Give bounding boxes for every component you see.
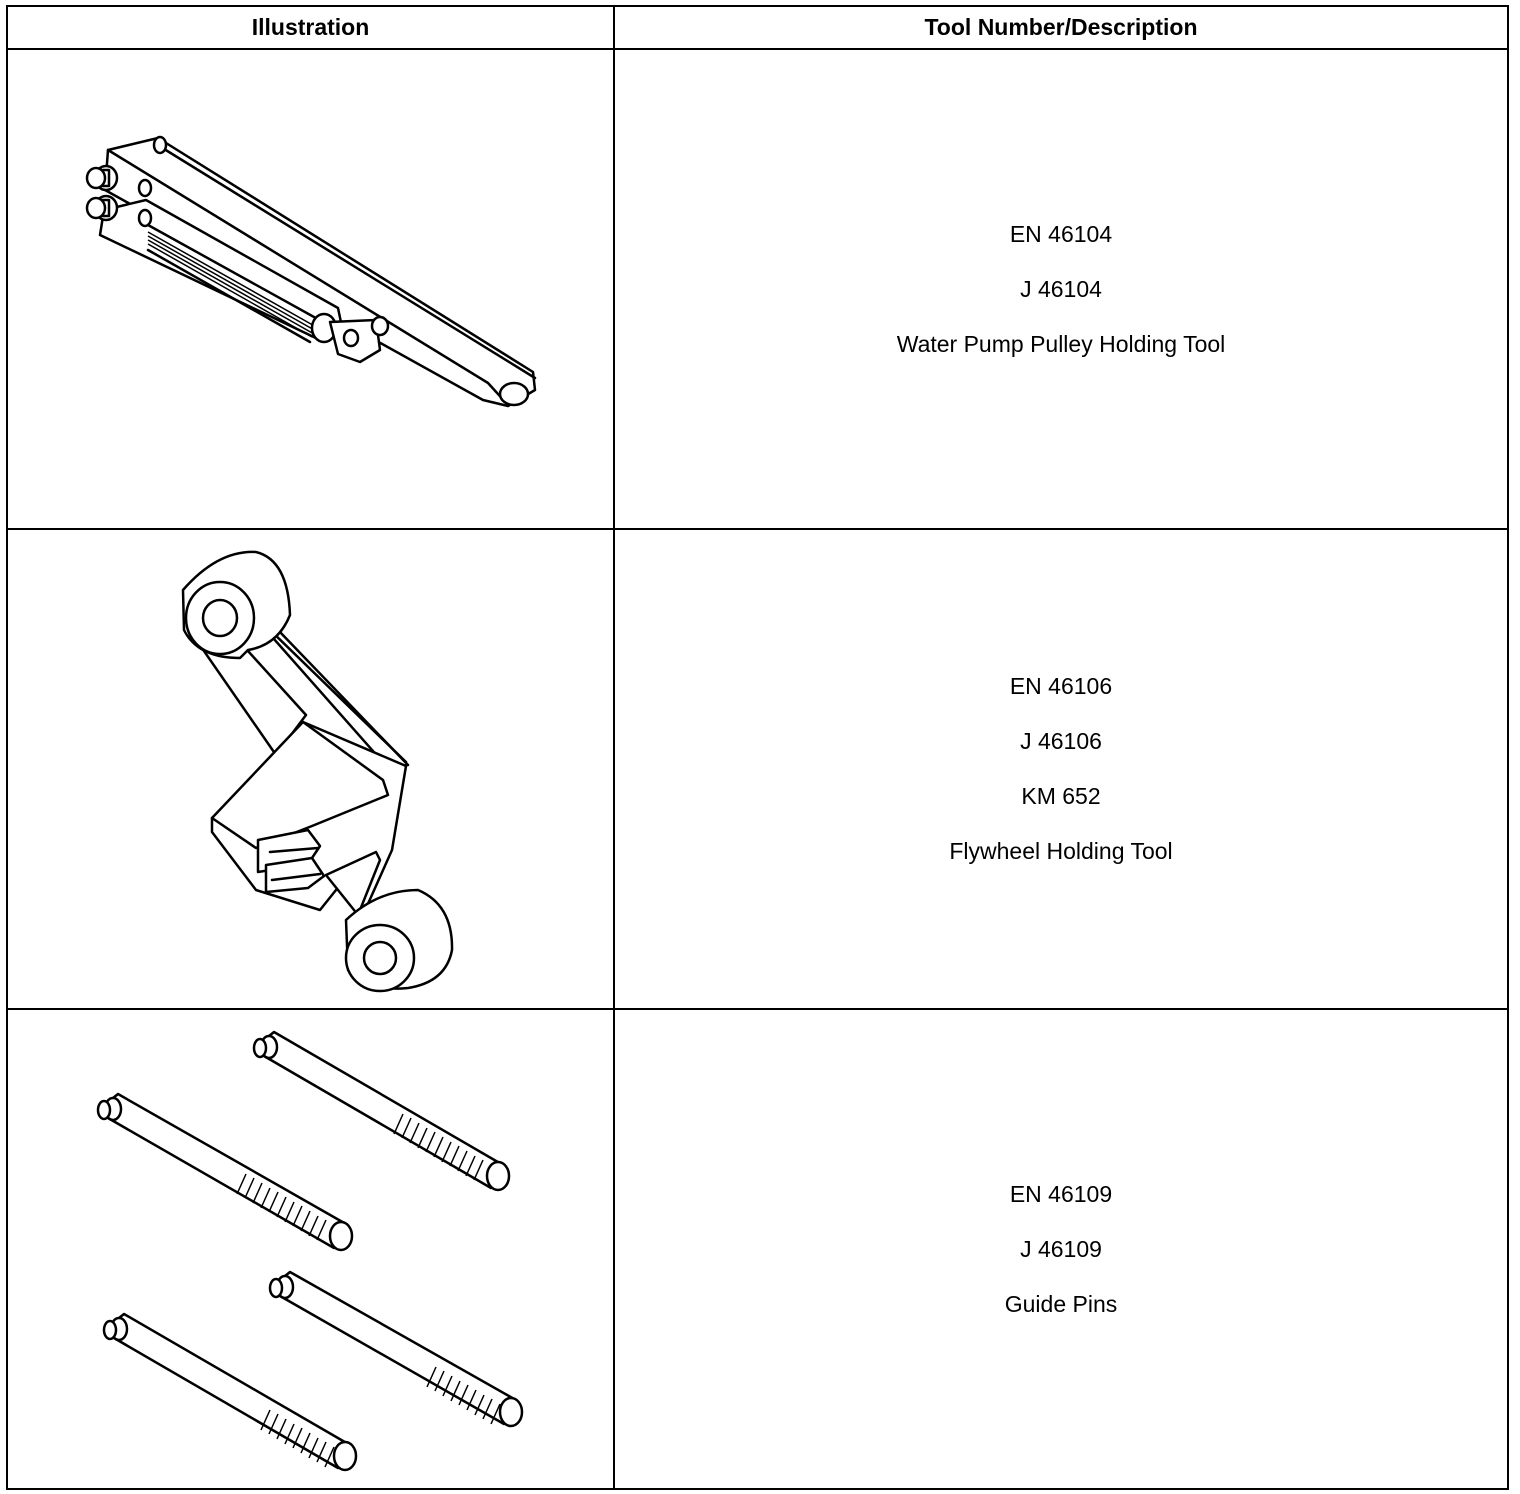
tool-description: Water Pump Pulley Holding Tool	[896, 330, 1226, 357]
table-row	[7, 1009, 1508, 1489]
illustration-cell	[7, 529, 614, 1009]
tool-number-en: EN 46104	[1009, 220, 1113, 247]
header-row	[7, 6, 1508, 49]
description-cell	[614, 1009, 1508, 1489]
description-cell	[614, 49, 1508, 529]
illustration-cell	[7, 49, 614, 529]
table-row	[7, 529, 1508, 1009]
table-row	[7, 49, 1508, 529]
water-pump-pulley-holding-tool-icon	[8, 50, 615, 528]
description-column-header: Tool Number/Description	[614, 6, 1508, 49]
illustration-column-header: Illustration	[7, 6, 614, 49]
tool-description: Guide Pins	[1004, 1290, 1118, 1317]
tool-number-en: EN 46106	[1009, 673, 1113, 699]
tool-number-j: J 46109	[1020, 1235, 1102, 1262]
tool-description: Flywheel Holding Tool	[949, 838, 1173, 864]
flywheel-holding-tool-icon	[8, 530, 615, 1008]
tool-number-km: KM 652	[1021, 783, 1101, 809]
tool-number-j: J 46106	[1020, 728, 1102, 754]
description-cell	[614, 529, 1508, 1009]
guide-pins-icon	[8, 1010, 615, 1488]
tool-number-j: J 46104	[1020, 275, 1102, 302]
tool-number-en: EN 46109	[1009, 1180, 1113, 1207]
special-tools-table	[6, 5, 1509, 1490]
illustration-cell	[7, 1009, 614, 1489]
